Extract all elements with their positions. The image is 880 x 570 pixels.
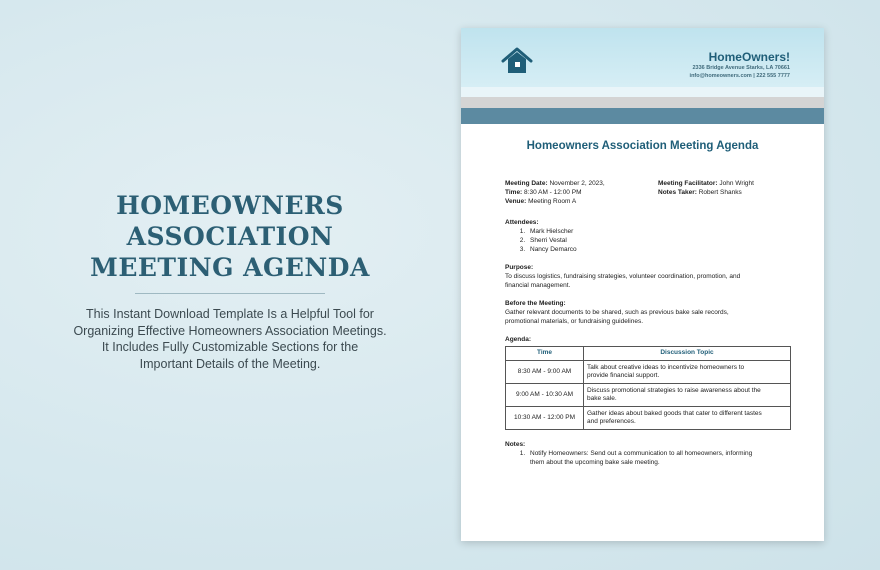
time-value: 8:30 AM - 12:00 PM [524,189,582,196]
meeting-date-value: November 2, 2023, [549,180,605,187]
facilitator-value: John Wright [719,180,754,187]
list-item: 2. Sherri Vestal [527,236,795,245]
house-icon [501,47,533,75]
list-item: 1. Mark Hielscher [527,227,795,236]
agenda-topic-line: provide financial support. [587,372,660,379]
document-header [461,28,824,87]
facilitator-label: Meeting Facilitator: [658,180,718,187]
promo-divider [135,293,325,294]
purpose-label: Purpose: [505,264,534,271]
document-page [461,28,824,541]
note-line: Notify Homeowners: Send out a communication to all homeowners, informing [530,450,753,457]
agenda-header-row [506,347,791,361]
venue-label: Venue: [505,198,527,205]
meeting-info [505,179,795,211]
purpose-line2: financial management. [505,282,571,289]
time-label: Time: [505,189,523,196]
company-contact: info@homeowners.com | 222 555 7777 [689,73,790,79]
agenda-topic-line: Talk about creative ideas to incentivize homeowners to [587,363,745,371]
attendees-label: Attendees: [505,219,539,226]
agenda-topic-cell [584,384,791,407]
header-band-light [461,87,824,97]
promo-text-block [30,190,430,372]
promo-title-line2: MEETING AGENDA [90,253,370,282]
table-row [506,384,791,407]
document-content [505,179,795,467]
before-line2: promotional materials, or fundraising guidelines. [505,318,644,325]
agenda-header-time: Time [506,347,584,361]
before-line1: Gather relevant documents to be shared, such as previous bake sale records, [505,309,729,316]
purpose-line1: To discuss logistics, fundraising strategies, volunteer coordination, promotion, and [505,273,741,280]
agenda-time-cell: 9:00 AM - 10:30 AM [506,384,584,407]
agenda-topic-line: and preferences. [587,418,636,425]
agenda-topic-cell [584,407,791,430]
promo-desc-line3: It Includes Fully Customizable Sections for the [101,340,359,354]
promo-desc-line2: Organizing Effective Homeowners Association Meetings. [73,323,387,338]
table-row [506,361,791,384]
agenda-topic-cell [584,361,791,384]
meeting-info-left [505,179,605,206]
list-item: 3. Nancy Demarco [527,245,795,254]
note-line: them about the upcoming bake sale meeting. [530,459,660,466]
agenda-topic-line: Discuss promotional strategies to raise awareness about the [587,386,761,394]
notes-label: Notes: [505,441,526,448]
document-title: Homeowners Association Meeting Agenda [526,140,759,152]
agenda-table [505,346,791,430]
company-name: HomeOwners! [708,50,790,64]
agenda-time-cell: 8:30 AM - 9:00 AM [506,361,584,384]
header-band-gray [461,97,824,108]
header-band-teal [461,108,824,124]
before-meeting-text [505,308,795,326]
promo-title [30,190,430,283]
table-row [506,407,791,430]
promo-title-line1: HOMEOWNERS ASSOCIATION [116,191,344,251]
meeting-info-right [658,179,754,197]
company-info [690,50,790,80]
list-item [527,449,795,467]
agenda-topic-line: Gather ideas about baked goods that cater to different tastes [587,409,762,417]
notes-list [505,449,795,467]
attendees-list [505,227,795,254]
notes-taker-value: Robert Shanks [698,189,742,196]
notes-taker-label: Notes Taker: [658,189,697,196]
meeting-date-label: Meeting Date: [505,180,548,187]
promo-desc-line1: This Instant Download Template Is a Helpful Tool for [86,307,374,321]
agenda-topic-line: bake sale. [587,395,617,402]
agenda-time-cell: 10:30 AM - 12:00 PM [506,407,584,430]
before-meeting-label: Before the Meeting: [505,300,566,307]
purpose-text [505,272,795,290]
agenda-label: Agenda: [505,336,531,343]
agenda-header-topic: Discussion Topic [584,347,791,361]
promo-description [30,306,430,372]
venue-value: Meeting Room A [528,198,577,205]
company-address: 2336 Bridge Avenue Starks, LA 70661 [692,65,790,71]
promo-desc-line4: Important Details of the Meeting. [139,356,321,371]
